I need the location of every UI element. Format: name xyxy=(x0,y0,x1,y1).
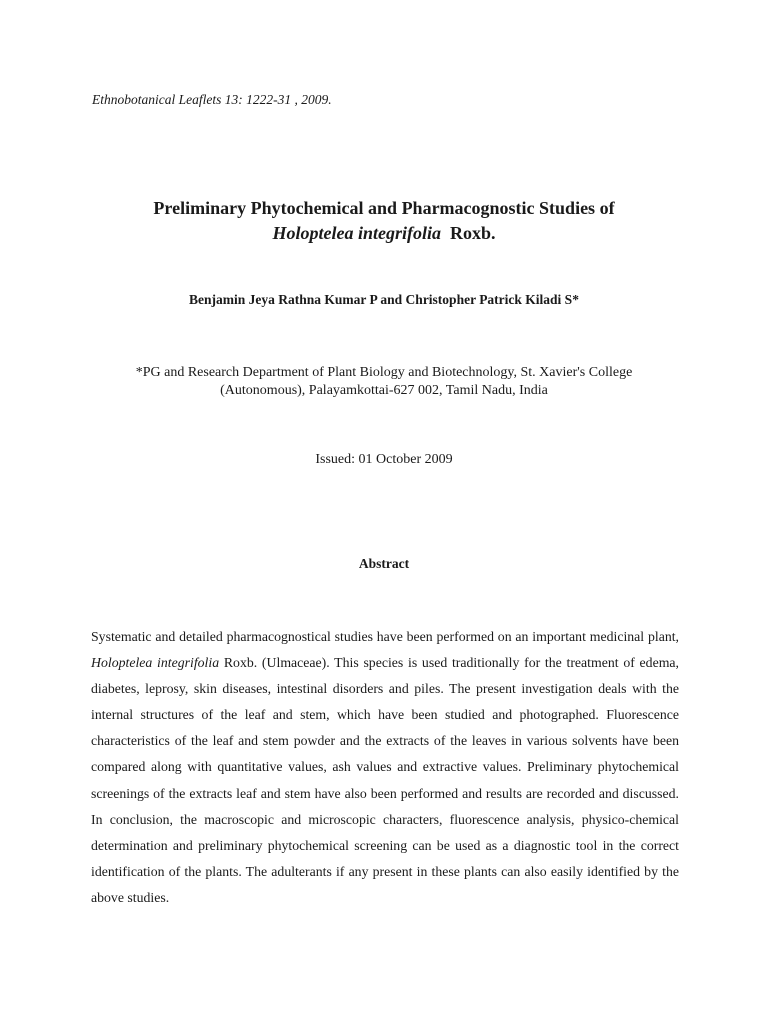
affiliation-line-2: (Autonomous), Palayamkottai-627 002, Tamil Nadu, India xyxy=(220,383,548,398)
title-species-name: Holoptelea integrifolia xyxy=(272,223,441,243)
journal-citation: Ethnobotanical Leaflets 13: 1222-31 , 2009. xyxy=(92,92,332,107)
abstract-heading: Abstract xyxy=(358,556,410,571)
affiliation-line-1: *PG and Research Department of Plant Biology and Biotechnology, St. Xavier's College xyxy=(135,365,633,380)
abstract-text-part-2: Roxb. (Ulmaceae). This species is used traditionally for the treatment of edema, diabetes, leprosy, skin diseases, intestinal disorders and piles. The present investigation deals with the internal structures of the leaf and stem, which have been studied and photographed. Fluorescence characteristics of the leaf and stem powder and the extracts of the leaves in various solvents have been compared along with quantitative values, ash values and extractive values. Preliminary phytochemical screenings of the extracts leaf and stem have also been performed and results are recorded and discussed. In conclusion, the macroscopic and microscopic characters, fluorescence analysis, physico-chemical determination and preliminary phytochemical screening can be used as a diagnostic tool in the correct identification of the plants. The adulterants if any present in these plants can also easily identified by the above studies. xyxy=(91,655,679,905)
title-line-1: Preliminary Phytochemical and Pharmacognostic Studies of xyxy=(153,198,615,218)
title-line-2 xyxy=(0,221,768,246)
author-list: Benjamin Jeya Rathna Kumar P and Christopher Patrick Kiladi S* xyxy=(189,292,579,307)
paper-title xyxy=(0,196,768,246)
abstract-text-part-1: Systematic and detailed pharmacognostical studies have been performed on an important medicinal plant, xyxy=(91,629,679,644)
issue-date: Issued: 01 October 2009 xyxy=(315,452,453,467)
abstract-body xyxy=(91,624,679,911)
title-species-authority: Roxb. xyxy=(449,223,496,243)
abstract-species-name: Holoptelea integrifolia xyxy=(91,655,220,671)
affiliation xyxy=(0,364,768,400)
